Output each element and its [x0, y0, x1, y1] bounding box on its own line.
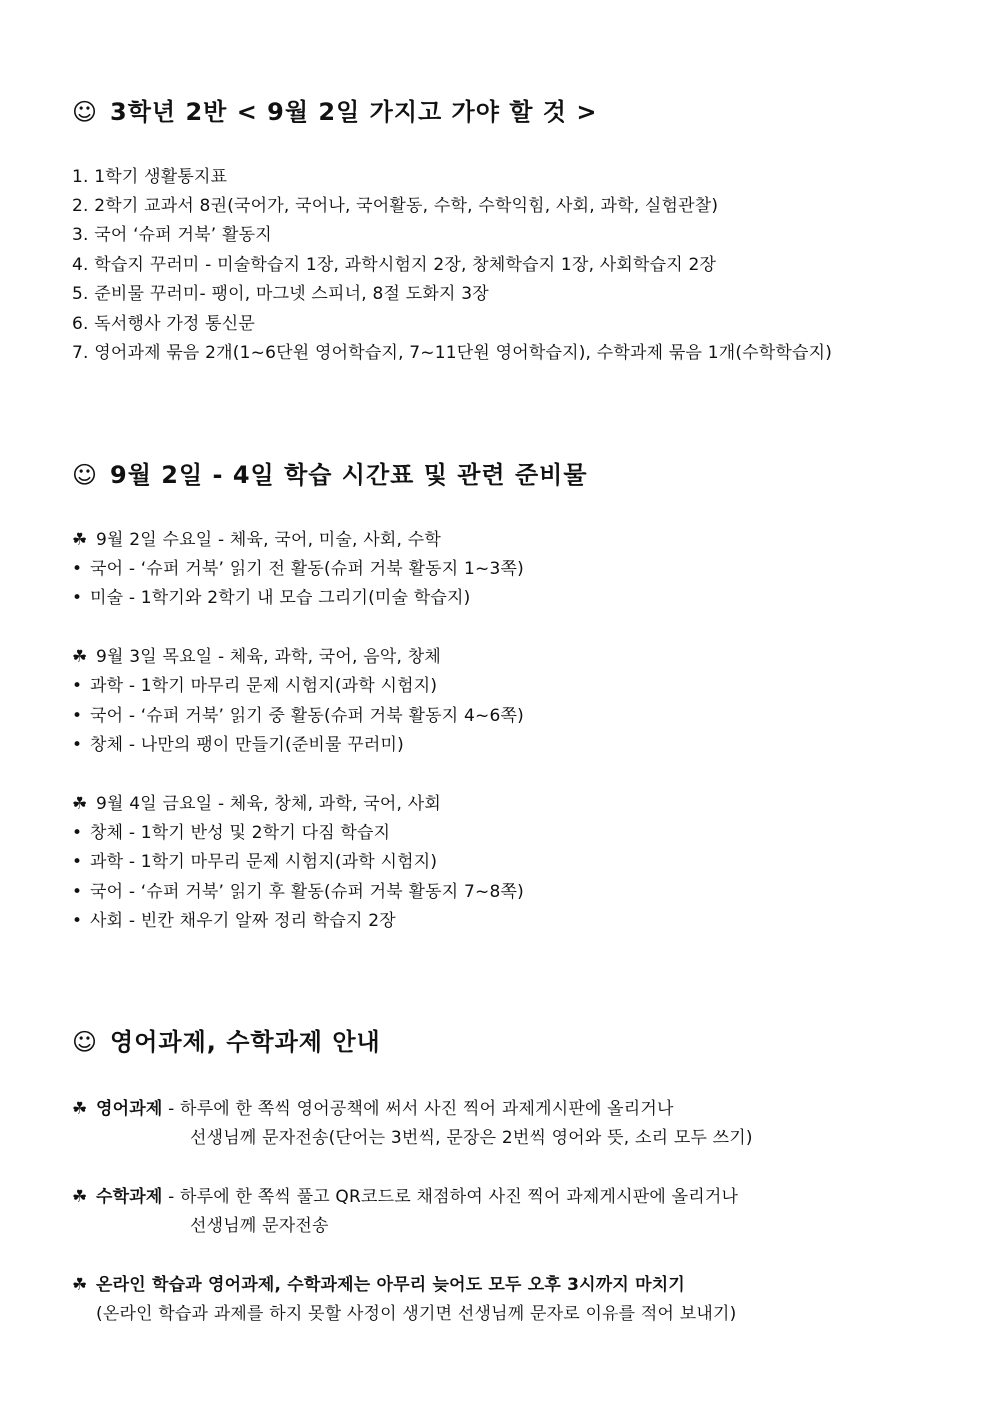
list-item: 6. 독서행사 가정 통신문 — [72, 314, 256, 334]
smiley-icon: ☺ — [72, 1028, 99, 1056]
smiley-icon: ☺ — [72, 461, 99, 489]
day-header: ☘ 9월 4일 금요일 - 체육, 창체, 과학, 국어, 사회 — [72, 794, 441, 814]
day-item: • 창체 - 1학기 반성 및 2학기 다짐 학습지 — [72, 823, 391, 843]
math-homework-cont: 선생님께 문자전송 — [190, 1216, 329, 1236]
english-label: 영어과제 — [96, 1099, 163, 1119]
section2-title: 9월 2일 - 4일 학습 시간표 및 관련 준비물 — [110, 461, 588, 489]
bullet-icon: • — [72, 911, 83, 931]
bullet-icon: • — [72, 706, 83, 726]
day-item: • 과학 - 1학기 마무리 문제 시험지(과학 시험지) — [72, 852, 438, 872]
bullet-icon: • — [72, 676, 83, 696]
clover-icon: ☘ — [72, 530, 88, 550]
smiley-icon: ☺ — [72, 98, 99, 126]
bullet-icon: • — [72, 823, 83, 843]
section3-title: 영어과제, 수학과제 안내 — [110, 1028, 381, 1056]
day-header: ☘ 9월 2일 수요일 - 체육, 국어, 미술, 사회, 수학 — [72, 530, 441, 550]
clover-icon: ☘ — [72, 647, 88, 667]
clover-icon: ☘ — [72, 1275, 88, 1295]
list-item: 3. 국어 ‘슈퍼 거북’ 활동지 — [72, 225, 272, 245]
bullet-icon: • — [72, 588, 83, 608]
day-item: • 국어 - ‘슈퍼 거북’ 읽기 중 활동(슈퍼 거북 활동지 4~6쪽) — [72, 706, 524, 726]
list-item: 5. 준비물 꾸러미- 팽이, 마그넷 스피너, 8절 도화지 3장 — [72, 284, 489, 304]
section1-heading — [72, 92, 597, 127]
math-label: 수학과제 — [96, 1187, 163, 1207]
list-item: 1. 1학기 생활통지표 — [72, 167, 228, 187]
day-item: • 사회 - 빈칸 채우기 알짜 정리 학습지 2장 — [72, 911, 396, 931]
day-item: • 국어 - ‘슈퍼 거북’ 읽기 후 활동(슈퍼 거북 활동지 7~8쪽) — [72, 882, 524, 902]
section1-title: 3학년 2반 < 9월 2일 가지고 가야 할 것 > — [110, 98, 598, 126]
bullet-icon: • — [72, 852, 83, 872]
list-item: 7. 영어과제 묶음 2개(1~6단원 영어학습지, 7~11단원 영어학습지), 수학과제 묶음 1개(수학학습지) — [72, 343, 833, 363]
clover-icon: ☘ — [72, 1187, 88, 1207]
day-item: • 국어 - ‘슈퍼 거북’ 읽기 전 활동(슈퍼 거북 활동지 1~3쪽) — [72, 559, 524, 579]
deadline-note: ☘ 온라인 학습과 영어과제, 수학과제는 아무리 늦어도 모두 오후 3시까지 마치기 — [72, 1275, 686, 1295]
day-item: • 미술 - 1학기와 2학기 내 모습 그리기(미술 학습지) — [72, 588, 471, 608]
list-item: 4. 학습지 꾸러미 - 미술학습지 1장, 과학시험지 2장, 창체학습지 1장, 사회학습지 2장 — [72, 255, 717, 275]
english-homework: ☘ 영어과제 - 하루에 한 쪽씩 영어공책에 써서 사진 찍어 과제게시판에 올리거나 — [72, 1099, 674, 1119]
bullet-icon: • — [72, 559, 83, 579]
bullet-icon: • — [72, 735, 83, 755]
clover-icon: ☘ — [72, 1099, 88, 1119]
day-item: • 과학 - 1학기 마무리 문제 시험지(과학 시험지) — [72, 676, 438, 696]
clover-icon: ☘ — [72, 794, 88, 814]
section3-heading — [72, 1022, 381, 1057]
day-header: ☘ 9월 3일 목요일 - 체육, 과학, 국어, 음악, 창체 — [72, 647, 441, 667]
bullet-icon: • — [72, 882, 83, 902]
list-item: 2. 2학기 교과서 8권(국어가, 국어나, 국어활동, 수학, 수학익힘, 사회, 과학, 실험관찰) — [72, 196, 719, 216]
english-homework-cont: 선생님께 문자전송(단어는 3번씩, 문장은 2번씩 영어와 뜻, 소리 모두 쓰기) — [190, 1128, 753, 1148]
day-item: • 창체 - 나만의 팽이 만들기(준비물 꾸러미) — [72, 735, 404, 755]
math-homework: ☘ 수학과제 - 하루에 한 쪽씩 풀고 QR코드로 채점하여 사진 찍어 과제게시판에 올리거나 — [72, 1187, 739, 1207]
deadline-note-cont: (온라인 학습과 과제를 하지 못할 사정이 생기면 선생님께 문자로 이유를 적어 보내기) — [96, 1304, 737, 1324]
section2-heading — [72, 455, 588, 490]
